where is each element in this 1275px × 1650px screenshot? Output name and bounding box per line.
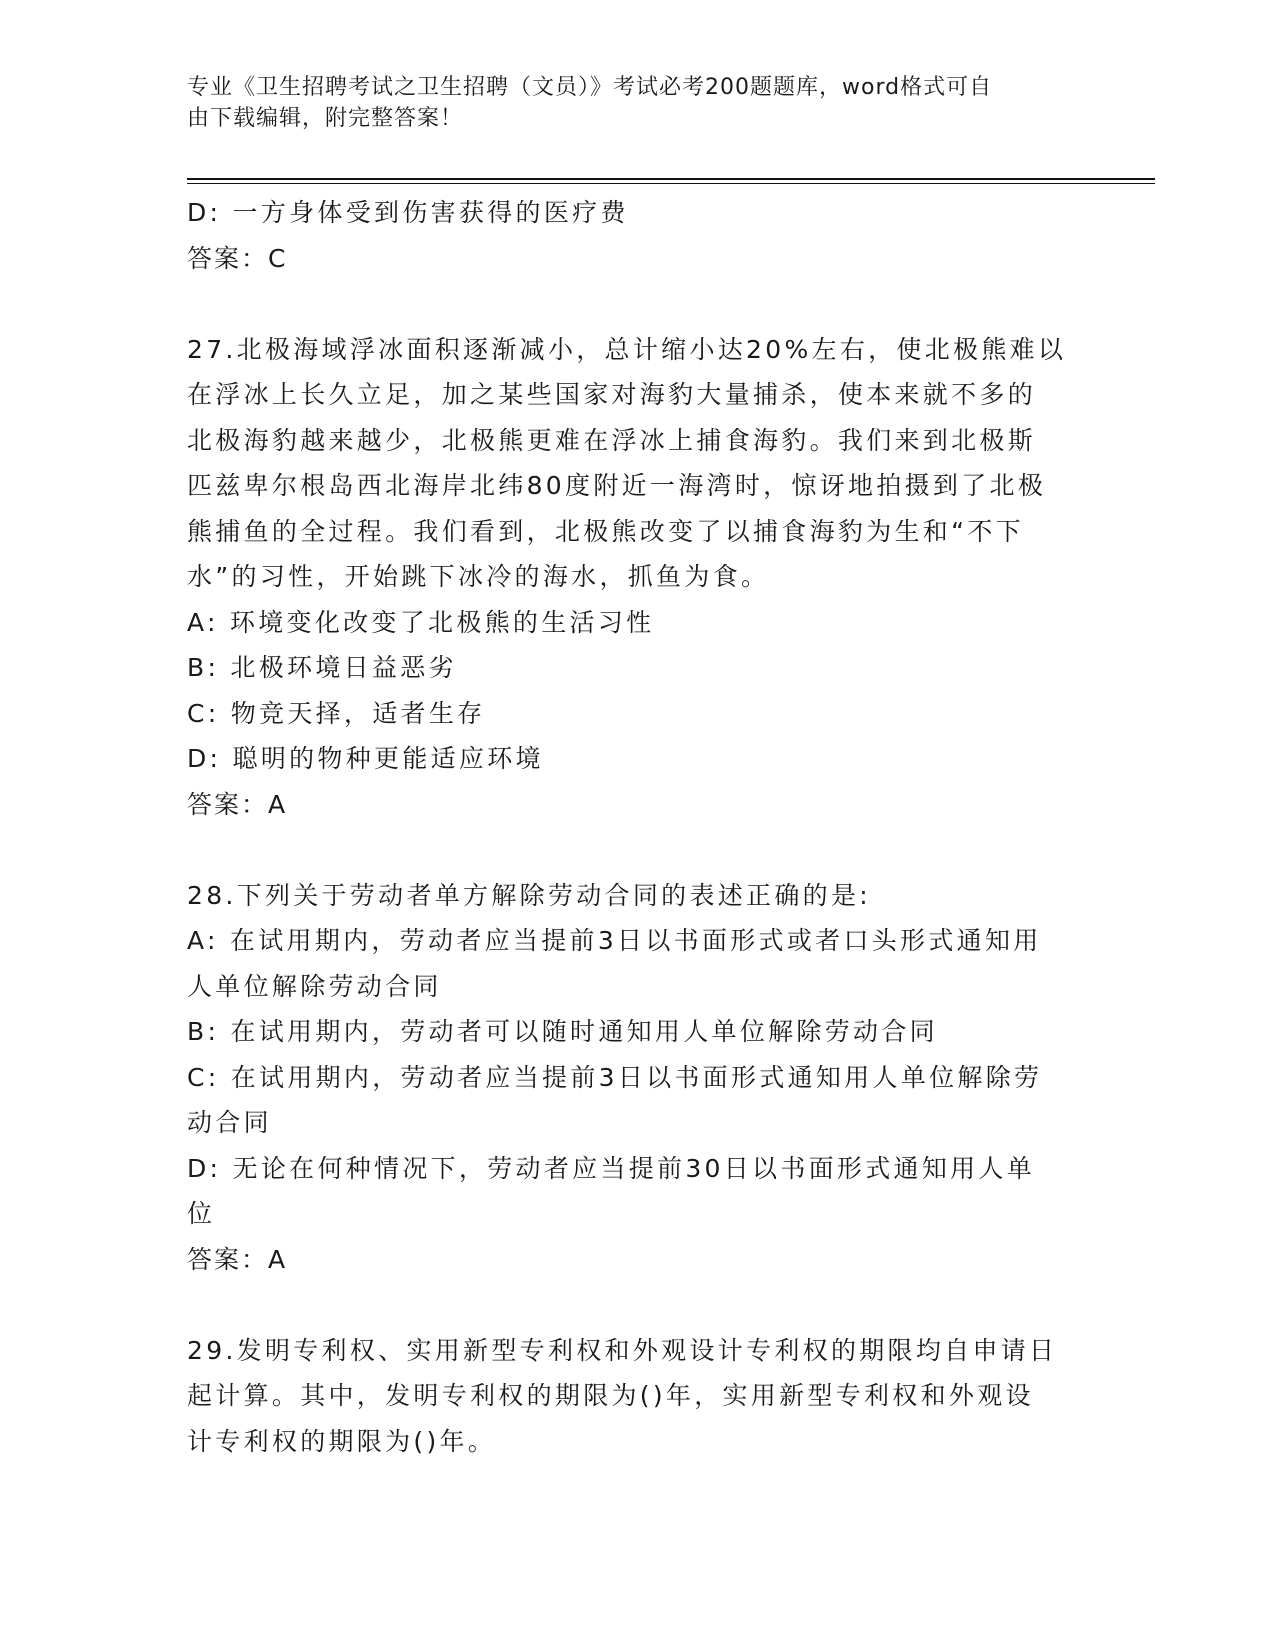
question-stem-line: 熊捕鱼的全过程。我们看到，北极熊改变了以捕食海豹为生和“不下	[187, 516, 1024, 546]
option-b: B: 北极环境日益恶劣	[187, 653, 457, 682]
answer-line: 答案：C	[187, 243, 288, 273]
option-d: D: 一方身体受到伤害获得的医疗费	[187, 198, 629, 227]
option-a: A: 在试用期内，劳动者应当提前3日以书面形式或者口头形式通知用	[187, 926, 1042, 955]
option-d: D: 聪明的物种更能适应环境	[187, 744, 544, 773]
spacer	[187, 827, 1087, 873]
option-d-continued: 位	[187, 1199, 216, 1228]
question-stem-line: 起计算。其中，发明专利权的期限为()年，实用新型专利权和外观设	[187, 1381, 1034, 1410]
option-a: A: 环境变化改变了北极熊的生活习性	[187, 607, 655, 637]
question-stem-line: 29.发明专利权、实用新型专利权和外观设计专利权的期限均自申请日	[187, 1335, 1058, 1365]
option-a-continued: 人单位解除劳动合同	[187, 971, 442, 1001]
header-line: 专业《卫生招聘考试之卫生招聘（文员）》考试必考200题题库，word格式可自	[187, 75, 993, 100]
option-c-continued: 动合同	[187, 1108, 272, 1137]
option-c: C: 在试用期内，劳动者应当提前3日以书面形式通知用人单位解除劳	[187, 1062, 1043, 1092]
header-line: 由下载编辑，附完整答案！	[187, 106, 464, 131]
option-d: D: 无论在何种情况下，劳动者应当提前30日以书面形式通知用人单	[187, 1153, 1036, 1183]
question-stem-line: 计专利权的期限为()年。	[187, 1426, 497, 1456]
question-stem-line: 在浮冰上长久立足，加之某些国家对海豹大量捕杀，使本来就不多的	[187, 380, 1037, 409]
option-b: B: 在试用期内，劳动者可以随时通知用人单位解除劳动合同	[187, 1017, 938, 1046]
option-c: C: 物竞天择，适者生存	[187, 698, 486, 728]
spacer	[187, 281, 1087, 327]
question-stem-line: 27.北极海域浮冰面积逐渐减小，总计缩小达20%左右，使北极熊难以	[187, 334, 1067, 364]
answer-line: 答案：A	[187, 789, 288, 819]
question-stem-line: 28.下列关于劳动者单方解除劳动合同的表述正确的是:	[187, 880, 871, 910]
answer-line: 答案：A	[187, 1244, 288, 1274]
document-body	[187, 190, 1087, 1464]
question-27	[187, 327, 1087, 828]
document-header	[187, 72, 1067, 134]
question-stem-line: 水”的习性，开始跳下冰冷的海水，抓鱼为食。	[187, 562, 770, 591]
question-29	[187, 1328, 1087, 1465]
spacer	[187, 1282, 1087, 1328]
header-divider	[187, 178, 1155, 184]
question-stem-line: 匹兹卑尔根岛西北海岸北纬80度附近一海湾时，惊讶地拍摄到了北极	[187, 471, 1047, 500]
question-28	[187, 873, 1087, 1283]
question-stem-line: 北极海豹越来越少，北极熊更难在浮冰上捕食海豹。我们来到北极斯	[187, 425, 1037, 455]
